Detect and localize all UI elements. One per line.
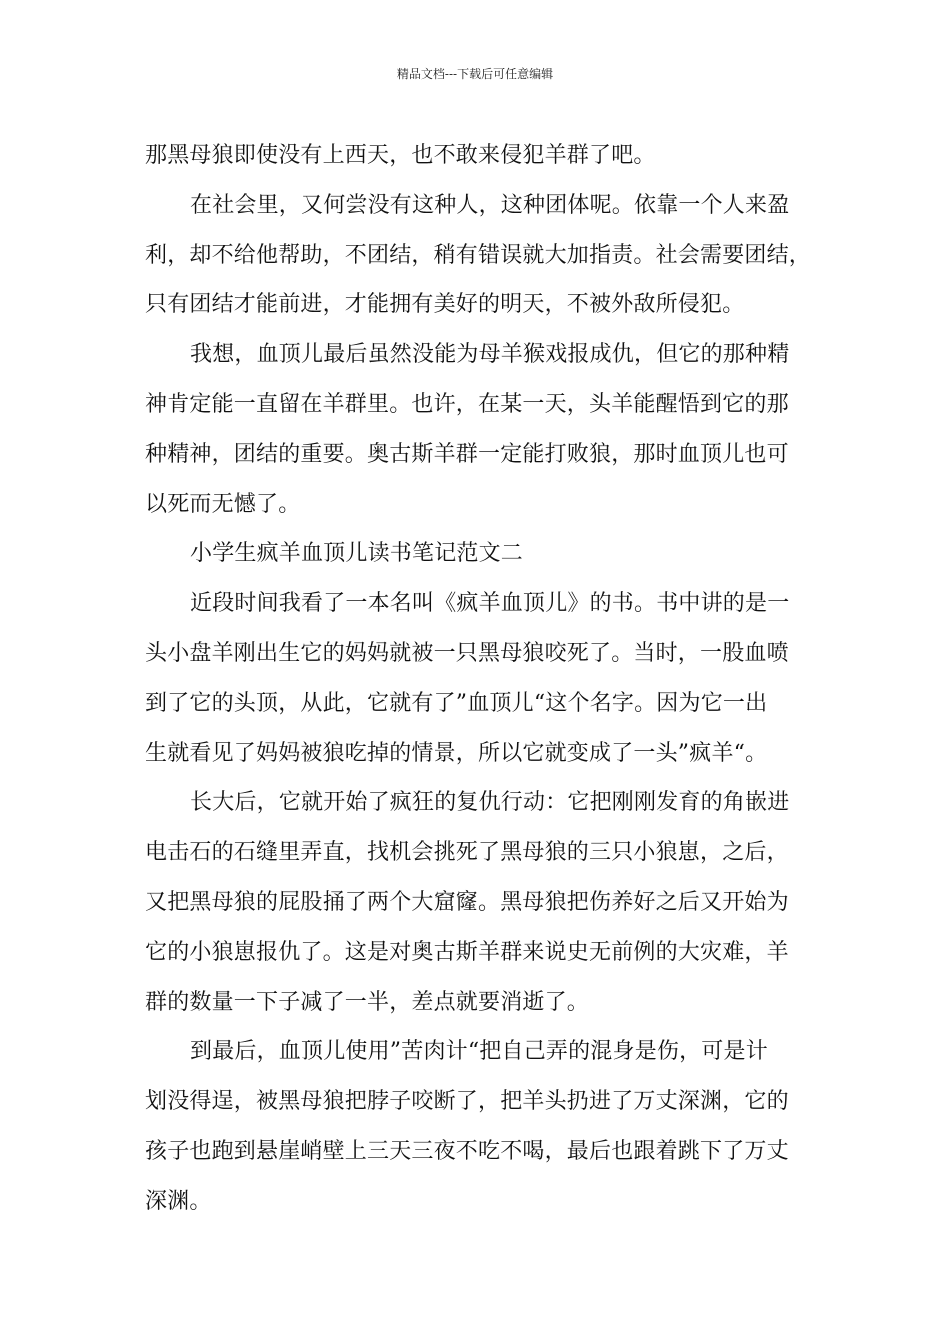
text-line: 划没得逞，被黑母狼把脖子咬断了，把羊头扔进了万丈深渊，它的 (145, 1089, 789, 1115)
text-line: 小学生疯羊血顶儿读书笔记范文二 (190, 541, 524, 567)
body-text (145, 131, 825, 1227)
text-line: 以死而无憾了。 (145, 491, 301, 517)
text-line: 到了它的头顶，从此，它就有了”血顶儿“这个名字。因为它一出 (145, 690, 768, 716)
text-line: 电击石的石缝里弄直，找机会挑死了黑母狼的三只小狼崽，之后， (145, 840, 789, 866)
text-line: 生就看见了妈妈被狼吃掉的情景，所以它就变成了一头”疯羊“。 (145, 740, 768, 766)
text-line: 神肯定能一直留在羊群里。也许，在某一天，头羊能醒悟到它的那 (145, 391, 789, 417)
text-line: 又把黑母狼的屁股捅了两个大窟窿。黑母狼把伤养好之后又开始为 (145, 889, 789, 915)
text-line: 头小盘羊刚出生它的妈妈就被一只黑母狼咬死了。当时，一股血喷 (145, 640, 789, 666)
text-line: 只有团结才能前进，才能拥有美好的明天，不被外敌所侵犯。 (145, 292, 745, 318)
text-line: 利，却不给他帮助，不团结，稍有错误就大加指责。社会需要团结， (145, 242, 812, 268)
text-line: 那黑母狼即使没有上西天，也不敢来侵犯羊群了吧。 (145, 143, 656, 168)
text-line: 近段时间我看了一本名叫《疯羊血顶儿》的书。书中讲的是一 (190, 591, 790, 617)
text-line: 深渊。 (145, 1188, 212, 1214)
page-header: 精品文档---下载后可任意编辑 (396, 67, 554, 81)
text-line: 在社会里，又何尝没有这种人，这种团体呢。依靠一个人来盈 (190, 192, 790, 218)
text-line: 孩子也跑到悬崖峭壁上三天三夜不吃不喝，最后也跟着跳下了万丈 (145, 1138, 789, 1164)
text-line: 种精神，团结的重要。奥古斯羊群一定能打败狼，那时血顶儿也可 (145, 441, 789, 467)
text-line: 到最后，血顶儿使用”苦肉计“把自己弄的混身是伤，可是计 (190, 1039, 768, 1065)
text-line: 它的小狼崽报仇了。这是对奥古斯羊群来说史无前例的大灾难，羊 (145, 939, 789, 965)
text-line: 群的数量一下子减了一半，差点就要消逝了。 (145, 989, 590, 1015)
text-line: 长大后，它就开始了疯狂的复仇行动：它把刚刚发育的角嵌进 (190, 790, 790, 816)
text-line: 我想，血顶儿最后虽然没能为母羊猴戏报成仇，但它的那种精 (190, 342, 790, 368)
